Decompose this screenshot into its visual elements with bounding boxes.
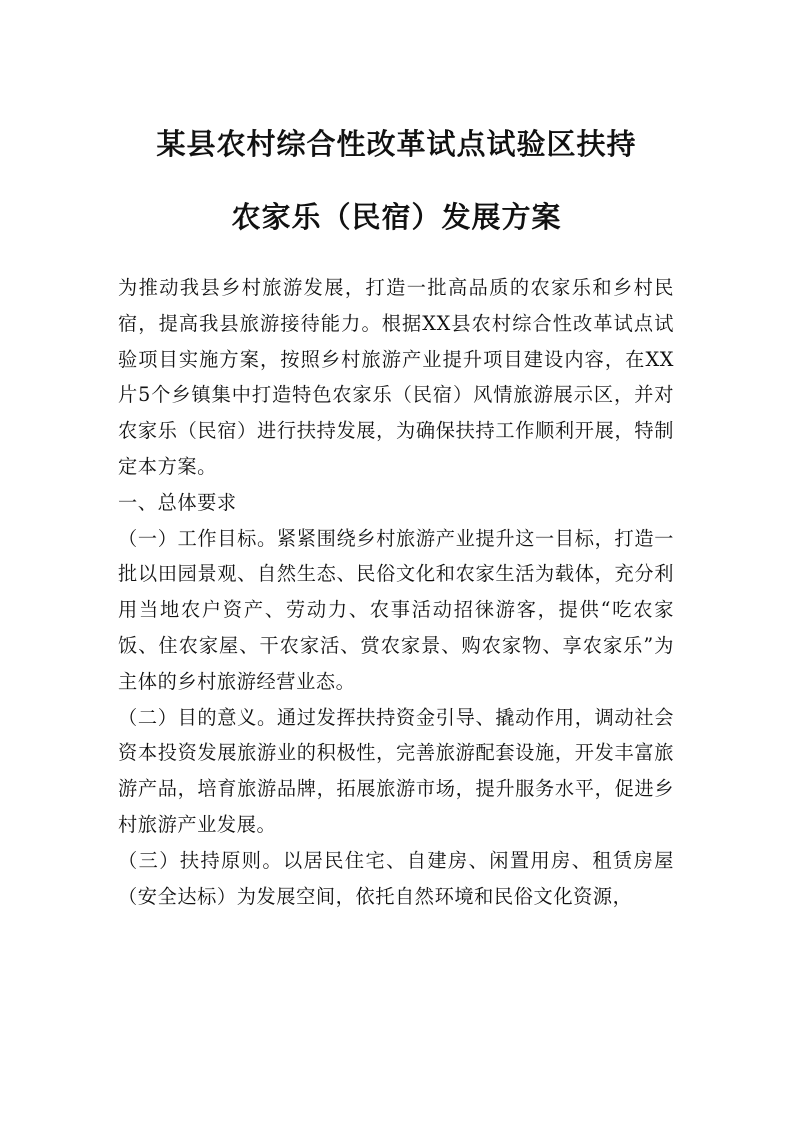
section-heading-general-requirements: 一、总体要求 (118, 490, 237, 514)
paragraph-purpose-significance: （二）目的意义。通过发挥扶持资金引导、撬动作用，调动社会资本投资发展旅游业的积极性，完善旅游配套设施，开发丰富旅游产品，培育旅游品牌，拓展旅游市场，提升服务水平，促进乡村旅游产业发展。 (118, 705, 674, 836)
document-title-line-1: 某县农村综合性改革试点试验区扶持 (156, 127, 637, 161)
document-title-line-2: 农家乐（民宿）发展方案 (231, 200, 562, 234)
intro-paragraph: 为推动我县乡村旅游发展，打造一批高品质的农家乐和乡村民宿，提高我县旅游接待能力。根据XX县农村综合性改革试点试验项目实施方案，按照乡村旅游产业提升项目建设内容，在XX片5个乡镇集中打造特色农家乐（民宿）风情旅游展示区，并对农家乐（民宿）进行扶持发展，为确保扶持工作顺利开展，特制定本方案。 (118, 276, 674, 478)
paragraph-work-goal: （一）工作目标。紧紧围绕乡村旅游产业提升这一目标，打造一批以田园景观、自然生态、民俗文化和农家生活为载体，充分利用当地农户资产、劳动力、农事活动招徕游客，提供“吃农家饭、住农家屋、干农家活、赏农家景、购农家物、享农家乐”为主体的乡村旅游经营业态。 (118, 526, 674, 693)
paragraph-support-principles: （三）扶持原则。以居民住宅、自建房、闲置用房、租赁房屋（安全达标）为发展空间，依托自然环境和民俗文化资源， (118, 848, 674, 908)
document-body (118, 270, 674, 914)
